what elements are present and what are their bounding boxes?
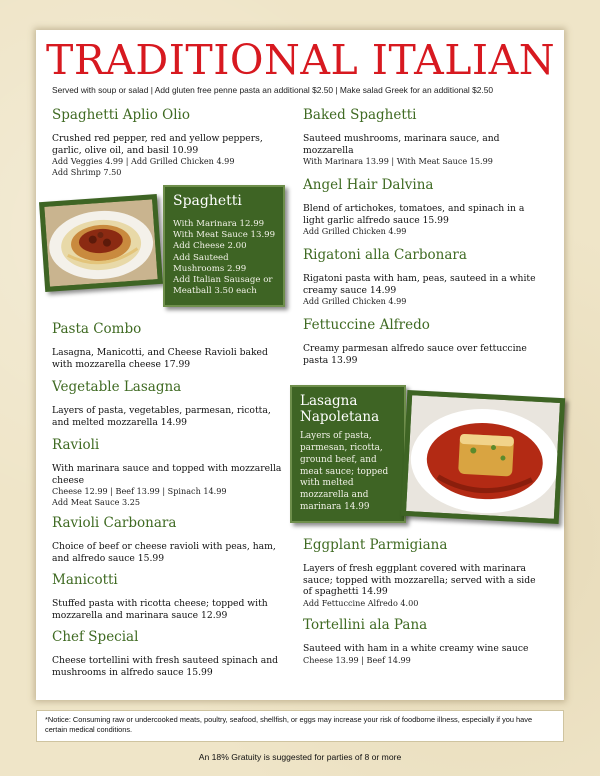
item-extra: Cheese 12.99 | Beef 13.99 | Spinach 14.99 bbox=[52, 486, 227, 497]
feature-line: Meatball 3.50 each bbox=[173, 286, 257, 297]
menu-item-rigatoni-alla-carbonara bbox=[303, 248, 539, 307]
lasagna-plate-image bbox=[406, 395, 560, 519]
item-extra: Cheese 13.99 | Beef 14.99 bbox=[303, 654, 411, 665]
menu-item-ravioli-carbonara bbox=[52, 516, 288, 564]
menu-item-ravioli bbox=[52, 438, 288, 507]
item-extra: With Marinara 13.99 | With Meat Sauce 15.99 bbox=[303, 156, 493, 167]
item-name: Eggplant Parmigiana bbox=[303, 537, 448, 553]
item-description: Stuffed pasta with ricotta cheese; topped with mozzarella and marinara sauce 12.99 bbox=[52, 597, 268, 621]
item-extra: Add Grilled Chicken 4.99 bbox=[303, 296, 407, 307]
item-description: Crushed red pepper, red and yellow peppers, garlic, olive oil, and basil 10.99 bbox=[52, 132, 263, 156]
feature-line: Mushrooms 2.99 bbox=[173, 263, 247, 274]
feature-line: With Marinara 12.99 bbox=[173, 219, 265, 229]
item-name: Manicotti bbox=[52, 572, 118, 588]
item-description: Lasagna, Manicotti, and Cheese Ravioli baked with mozzarella cheese 17.99 bbox=[52, 346, 268, 370]
foodborne-illness-notice: *Notice: Consuming raw or undercooked meats, poultry, seafood, shellfish, or eggs may increase your risk of foodborne illness, especially if you have certain medical conditions. bbox=[36, 710, 564, 742]
feature-title-line: Lasagna bbox=[300, 393, 358, 409]
menu-item-chef-special bbox=[52, 630, 288, 678]
item-description: Rigatoni pasta with ham, peas, sauteed in a white creamy sauce 14.99 bbox=[303, 272, 536, 296]
item-description: Creamy parmesan alfredo sauce over fettuccine pasta 13.99 bbox=[303, 342, 527, 366]
item-extra: Add Fettuccine Alfredo 4.00 bbox=[303, 598, 419, 609]
item-description: Cheese tortellini with fresh sauteed spinach and mushrooms in alfredo sauce 15.99 bbox=[52, 654, 279, 678]
item-description: Layers of pasta, vegetables, parmesan, ricotta, and melted mozzarella 14.99 bbox=[52, 404, 271, 428]
spaghetti-photo bbox=[39, 194, 163, 292]
item-description: Sauteed with ham in a white creamy wine sauce bbox=[303, 642, 529, 654]
item-name: Ravioli Carbonara bbox=[52, 515, 177, 531]
feature-title: Spaghetti bbox=[173, 193, 242, 209]
item-name: Baked Spaghetti bbox=[303, 107, 417, 123]
item-name: Ravioli bbox=[52, 437, 100, 453]
item-description: Blend of artichokes, tomatoes, and spinach in a light garlic alfredo sauce 15.99 bbox=[303, 202, 525, 226]
feature-title-line: Napoletana bbox=[300, 409, 380, 426]
menu-item-eggplant-parmigiana bbox=[303, 538, 539, 609]
menu-item-spaghetti-aplio-olio bbox=[52, 108, 288, 177]
menu-item-angel-hair-dalvina bbox=[303, 178, 539, 237]
item-extra: Add Shrimp 7.50 bbox=[52, 166, 122, 177]
lasagna-photo bbox=[401, 390, 565, 524]
item-description: Choice of beef or cheese ravioli with peas, ham, and alfredo sauce 15.99 bbox=[52, 540, 276, 564]
item-name: Pasta Combo bbox=[52, 321, 142, 337]
feature-line: Add Sauteed bbox=[173, 252, 229, 263]
feature-line: With Meat Sauce 13.99 bbox=[173, 230, 276, 241]
menu-item-vegetable-lasagna bbox=[52, 380, 288, 428]
menu-item-baked-spaghetti bbox=[303, 108, 539, 167]
feature-line: Add Cheese 2.00 bbox=[173, 241, 247, 252]
item-description: Layers of fresh eggplant covered with marinara sauce; topped with mozzarella; served with a side of spaghetti 14.99 bbox=[303, 562, 536, 598]
feature-title bbox=[300, 393, 379, 425]
item-name: Fettuccine Alfredo bbox=[303, 317, 430, 333]
item-name: Tortellini ala Pana bbox=[303, 617, 428, 633]
item-description: With marinara sauce and topped with mozzarella cheese bbox=[52, 462, 282, 486]
feature-description: Layers of pasta, parmesan, ricotta, ground beef, and meat sauce; topped with melted mozzarella and marinara 14.99 bbox=[300, 431, 389, 513]
spaghetti-plate-image bbox=[44, 199, 157, 286]
menu-item-tortellini-ala-pana bbox=[303, 618, 539, 665]
lasagna-feature-box bbox=[290, 385, 406, 523]
menu-title: TRADITIONAL ITALIAN bbox=[46, 36, 556, 84]
menu-item-manicotti bbox=[52, 573, 288, 621]
menu-item-pasta-combo bbox=[52, 322, 288, 370]
item-name: Spaghetti Aplio Olio bbox=[52, 107, 190, 123]
item-extra: Add Meat Sauce 3.25 bbox=[52, 496, 141, 507]
item-name: Chef Special bbox=[52, 629, 139, 645]
menu-item-fettuccine-alfredo bbox=[303, 318, 539, 366]
menu-subtitle: Served with soup or salad | Add gluten free penne pasta an additional $2.50 | Make salad Greek for an additional $2.50 bbox=[52, 85, 494, 95]
feature-options bbox=[173, 219, 275, 297]
item-description: Sauteed mushrooms, marinara sauce, and mozzarella bbox=[303, 132, 500, 156]
item-extra: Add Grilled Chicken 4.99 bbox=[303, 226, 407, 237]
item-name: Rigatoni alla Carbonara bbox=[303, 247, 467, 263]
item-extra: Add Veggies 4.99 | Add Grilled Chicken 4.99 bbox=[52, 156, 235, 167]
item-name: Angel Hair Dalvina bbox=[303, 177, 434, 193]
spaghetti-feature-box bbox=[163, 185, 285, 307]
item-name: Vegetable Lasagna bbox=[52, 379, 182, 395]
feature-line: Add Italian Sausage or bbox=[173, 274, 273, 285]
gratuity-note: An 18% Gratuity is suggested for parties of 8 or more bbox=[198, 752, 402, 762]
